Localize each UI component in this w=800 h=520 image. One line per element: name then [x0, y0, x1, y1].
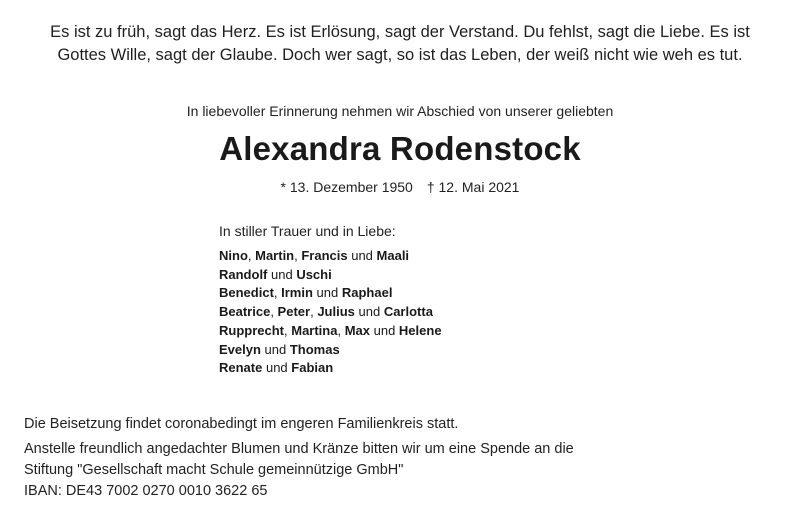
mourner-name: Maali: [376, 248, 410, 263]
mourner-separator: ,: [337, 322, 345, 338]
mourner-name: Martin: [255, 248, 295, 263]
mourner-separator: ,: [284, 322, 292, 338]
mourner-line: [219, 341, 579, 360]
mourner-separator: ,: [310, 304, 318, 320]
mourner-separator: ,: [270, 304, 278, 320]
farewell-intro: In liebevoller Erinnerung nehmen wir Abschied von unserer geliebten: [186, 103, 614, 119]
mourner-name: Thomas: [289, 341, 340, 357]
iban-line: IBAN: DE43 7002 0270 0010 3622 65: [24, 483, 268, 499]
mourner-name: Carlotta: [383, 304, 433, 320]
mourner-name: Fabian: [291, 360, 334, 376]
mourner-separator: ,: [247, 248, 256, 263]
mourner-separator: und: [347, 248, 377, 263]
mourner-name: Nino: [219, 248, 248, 263]
mourner-name: Martina: [291, 322, 338, 338]
death-date: † 12. Mai 2021: [426, 179, 520, 195]
life-dates: [0, 179, 800, 195]
mourner-separator: und: [267, 266, 297, 282]
mourner-name: Uschi: [296, 266, 332, 282]
mourner-separator: ,: [294, 248, 302, 263]
mourner-name: Peter: [277, 304, 311, 320]
mourner-separator: und: [260, 341, 290, 357]
opening-quote: [20, 21, 780, 67]
mourner-name: Randolf: [219, 266, 268, 282]
deceased-name: Alexandra Rodenstock: [219, 130, 581, 167]
donation-line-2: Stiftung "Gesellschaft macht Schule gemeinnützige GmbH": [24, 462, 404, 478]
mourner-name: Evelyn: [219, 341, 261, 357]
mourner-name: Julius: [317, 304, 355, 320]
mourner-separator: und: [312, 285, 342, 301]
quote-line-2: Gottes Wille, sagt der Glaube. Doch wer sagt, so ist das Leben, der weiß nicht wie weh es tut.: [57, 46, 743, 64]
mourner-name: Max: [344, 322, 370, 338]
mourner-name: Renate: [219, 360, 263, 376]
mourner-separator: und: [262, 360, 292, 376]
mourners-block: [219, 223, 579, 378]
mourner-line: [219, 284, 579, 303]
mourner-name: Rupprecht: [219, 322, 284, 338]
mourner-line: [219, 247, 579, 266]
mourner-list: [219, 247, 579, 378]
mourner-separator: und: [370, 322, 399, 338]
mourners-intro: In stiller Trauer und in Liebe:: [219, 223, 396, 239]
birth-date: * 13. Dezember 1950: [280, 179, 413, 195]
mourner-name: Francis: [301, 248, 348, 263]
mourner-separator: ,: [273, 285, 282, 301]
mourner-name: Helene: [398, 322, 442, 338]
mourner-name: Irmin: [281, 285, 313, 301]
mourner-line: [219, 322, 579, 341]
mourner-name: Raphael: [341, 285, 393, 301]
mourner-line: [219, 266, 579, 285]
donation-line-1: Anstelle freundlich angedachter Blumen und Kränze bitten wir um eine Spende an die: [24, 441, 574, 457]
mourner-name: Beatrice: [219, 304, 271, 320]
mourner-line: [219, 303, 579, 322]
burial-note: Die Beisetzung findet coronabedingt im engeren Familienkreis statt.: [24, 416, 459, 432]
quote-line-1: Es ist zu früh, sagt das Herz. Es ist Erlösung, sagt der Verstand. Du fehlst, sagt die Liebe. Es ist: [50, 23, 750, 41]
mourner-line: [219, 359, 579, 378]
mourner-name: Benedict: [219, 285, 274, 301]
footer-notes: [24, 414, 784, 502]
mourner-separator: und: [354, 304, 384, 320]
